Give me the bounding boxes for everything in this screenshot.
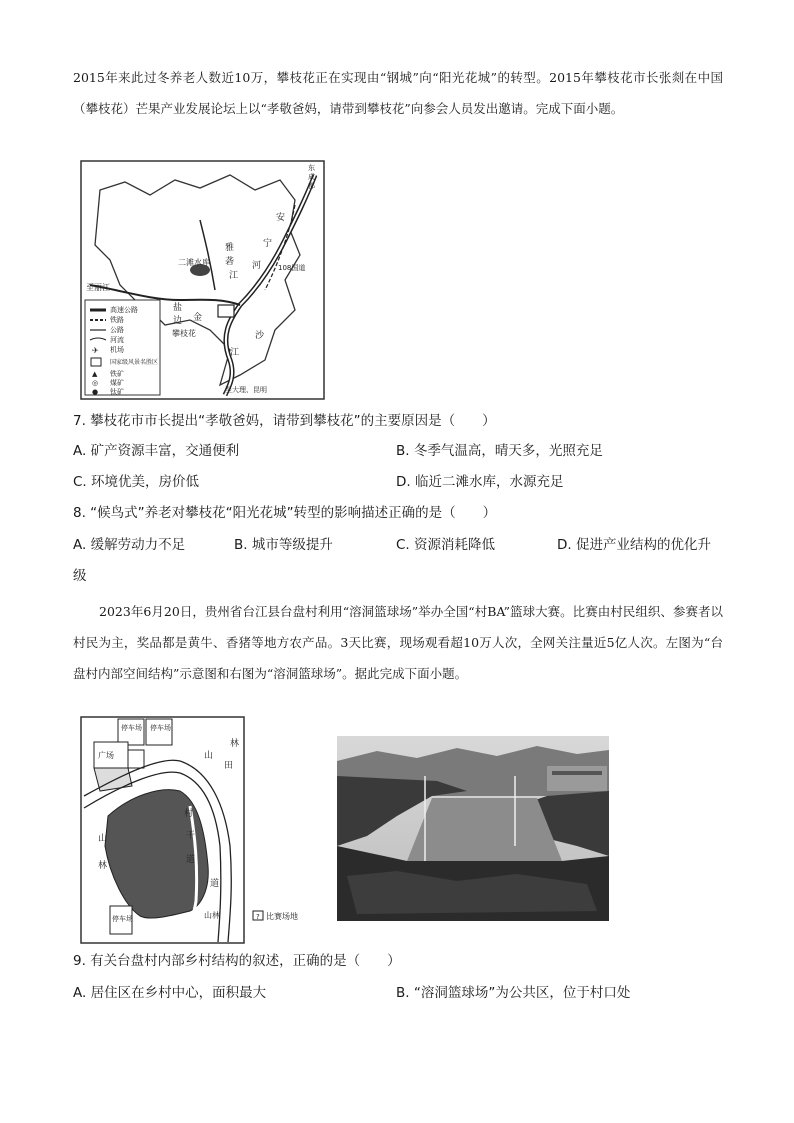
map1-label: 江 [230,348,240,358]
map1-label: 成 [308,173,315,181]
map2-label: 干 [186,831,196,841]
q7-option-d[interactable]: D. 临近二滩水库，水源充足 [396,474,564,490]
svg-text:?: ? [256,913,260,921]
map2-label: 道 [210,879,220,889]
q8-option-c[interactable]: C. 资源消耗降低 [396,537,496,553]
map1-label: 沙 [255,331,265,341]
map1-legend-4: 河流 [110,336,124,344]
map1-label: 二滩水库 [178,258,210,267]
map1-label: 都 [308,182,315,190]
map1-legend-8: 煤矿 [110,379,124,387]
map1-label: 江 [229,271,239,281]
map1-legend-6: 国家级风景名胜区 [110,359,159,366]
map1-label: 金 [193,313,203,323]
map2-label: 道 [186,855,196,865]
map1-legend-3: 公路 [110,326,124,334]
question-7-stem: 7. 攀枝花市市长提出“孝敬爸妈，请带到攀枝花”的主要原因是（ ） [73,413,496,429]
map2-label: 田 [224,761,234,771]
map2-label: 山 [204,751,214,761]
q8-option-b[interactable]: B. 城市等级提升 [234,537,333,553]
map1-label: 攀枝花 [172,329,196,338]
map2-label: 停车场 [121,724,142,732]
map2-label: 村 [184,809,194,819]
map1-label: 雅 [225,243,235,253]
map1-label: 东 [308,164,315,172]
map2-legend-label: 比赛场地 [266,912,298,921]
svg-text:●: ● [92,388,99,396]
taipan-village-map [80,716,245,948]
map1-legend-5: 机场 [110,346,124,354]
question-8-stem: 8. “候鸟式”养老对攀枝花“阳光花城”转型的影响描述正确的是（ ） [73,505,497,521]
map2-label: 停车场 [150,724,171,732]
map2-label: 山 [98,834,108,844]
map1-label: 宁 [263,239,273,249]
map1-label: 盐 [173,303,183,313]
q9-option-a[interactable]: A. 居住区在乡村中心，面积最大 [73,985,267,1001]
q8-option-a[interactable]: A. 缓解劳动力不足 [73,537,186,553]
map1-legend-9: 钛矿 [110,388,124,396]
map1-label: 至丽江 [86,283,110,292]
cave-basketball-court-photo [337,736,609,925]
map1-label: 安 [276,213,286,223]
map1-legend-1: 高速公路 [110,306,138,314]
q7-option-a[interactable]: A. 矿产资源丰富，交通便利 [73,443,240,459]
map2-label: 停车场 [112,915,133,923]
map2-label: 山林 [204,911,220,920]
map2-label: 林 [230,739,240,749]
map1-label: 河 [252,261,262,271]
map1-label: 砻 [225,257,235,267]
map1-label: 边 [173,316,183,326]
q9-option-b[interactable]: B. “溶洞篮球场”为公共区，位于村口处 [396,985,631,1001]
svg-text:✈: ✈ [92,346,99,355]
map2-label: 林 [98,861,108,871]
map1-legend-2: 铁路 [110,316,124,324]
q8-option-d-wrap: 级 [73,568,87,584]
intro-passage-1: 2015年来此过冬养老人数近10万，攀枝花正在实现由“钢城”向“阳光花城”的转型。2015年攀枝花市长张剡在中国（攀枝花）芒果产业发展论坛上以“孝敬爸妈，请带到攀枝花”向参会人员发出邀请。完成下面小题。 [73,70,723,116]
question-9-stem: 9. 有关台盘村内部乡村结构的叙述，正确的是（ ） [73,953,401,969]
panzhihua-map [80,160,325,404]
map1-label: 至大理、昆明 [225,386,267,394]
q7-option-c[interactable]: C. 环境优美，房价低 [73,474,200,490]
map1-legend-7: 铁矿 [110,370,124,378]
q7-option-b[interactable]: B. 冬季气温高，晴天多，光照充足 [396,443,603,459]
intro-passage-2: 2023年6月20日，贵州省台江县台盘村利用“溶洞篮球场”举办全国“村BA”篮球大赛。比赛由村民组织、参赛者以村民为主，奖品都是黄牛、香猪等地方农产品。3天比赛，现场观看超10万人次，全网关注量近5亿人次。左图为“台盘村内部空间结构”示意图和右图为“溶洞篮球场”。据此完成下面小题。 [73,604,723,681]
q8-option-d[interactable]: D. 促进产业结构的优化升 [557,537,711,553]
map2-label: 广场 [98,751,114,760]
svg-text:◎: ◎ [92,379,99,387]
svg-text:▲: ▲ [92,370,98,378]
map1-label: 108国道 [278,264,306,272]
map2-legend [252,908,322,927]
